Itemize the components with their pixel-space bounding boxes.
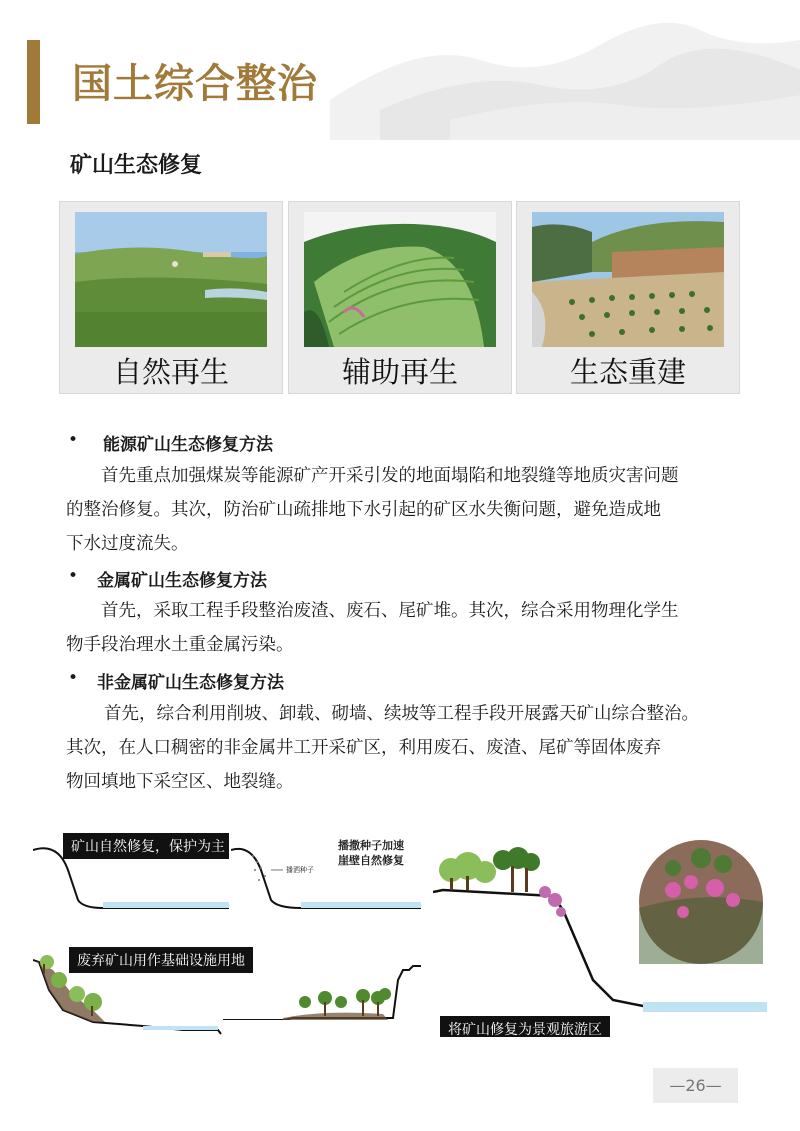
diagram-natural-restoration [33, 830, 229, 930]
diagram-infrastructure [33, 940, 421, 1036]
page-header [0, 0, 800, 140]
page-number: —26— [653, 1068, 738, 1103]
quarry-planting-photo [532, 212, 724, 347]
method-heading: 非金属矿山生态修复方法 [97, 673, 284, 693]
terraced-slope-photo [304, 212, 496, 347]
grassland-photo [75, 212, 267, 347]
card-caption: 辅助再生 [341, 355, 458, 389]
para-line: 的整治修复。其次，防治矿山疏排地下水引起的矿区水失衡问题，避免造成地 [66, 500, 661, 520]
method-paragraph [66, 594, 756, 662]
para-line: 首先重点加强煤炭等能源矿产开采引发的地面塌陷和地裂缝等地质灾害问题 [101, 466, 679, 486]
diagram-tourism [433, 830, 767, 1037]
method-heading: 能源矿山生态修复方法 [103, 435, 273, 455]
section-title: 矿山生态修复 [70, 153, 203, 178]
diagram-label: 废弃矿山用作基础设施用地 [69, 947, 253, 973]
method-heading: 金属矿山生态修复方法 [97, 571, 267, 591]
diagram-seed-sowing [231, 830, 421, 930]
diagram-label: 矿山自然修复，保护为主 [63, 833, 229, 859]
seed-note-small: 播洒种子 [286, 866, 314, 874]
title-accent-bar [27, 40, 40, 124]
bullet: • [68, 430, 79, 450]
seed-note-line: 崖壁自然修复 [338, 854, 404, 867]
para-line: 物回填地下采空区、地裂缝。 [66, 772, 294, 792]
card-assisted-regeneration [288, 201, 512, 394]
bullet: • [68, 566, 79, 586]
method-paragraph [66, 697, 756, 799]
card-natural-regeneration [59, 201, 283, 394]
para-line: 首先，综合利用削坡、卸载、砌墙、续坡等工程手段开展露天矿山综合整治。 [104, 704, 699, 724]
para-line: 首先，采取工程手段整治废渣、废石、尾矿堆。其次，综合采用物理化学生 [101, 601, 679, 621]
para-line: 物手段治理水土重金属污染。 [66, 635, 294, 655]
card-caption: 自然再生 [112, 355, 229, 389]
card-ecological-reconstruction [516, 201, 740, 394]
method-paragraph [66, 459, 756, 561]
para-line: 下水过度流失。 [66, 534, 189, 554]
page-title: 国土综合整治 [72, 61, 318, 107]
bullet: • [68, 668, 79, 688]
card-caption: 生态重建 [569, 355, 686, 389]
diagram-label: 将矿山修复为景观旅游区 [440, 1016, 610, 1037]
seed-note [338, 838, 404, 868]
para-line: 其次，在人口稠密的非金属井工开采矿区，利用废石、废渣、尾矿等固体废弃 [66, 738, 661, 758]
seed-note-line: 播撒种子加速 [338, 839, 404, 852]
